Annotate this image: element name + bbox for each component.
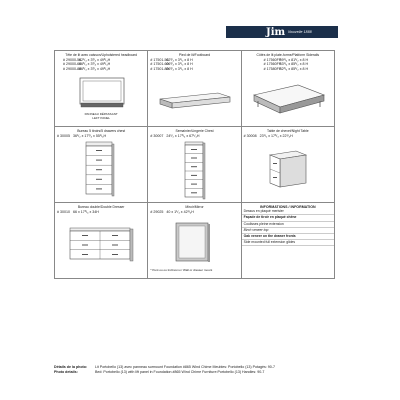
product-row (150, 210, 194, 214)
product-title: Pied de lit/Footboard (178, 53, 211, 57)
product-dims: 62³/₄ x 3¹/₂ x 8 H (166, 58, 193, 62)
product-dims: 40 x 1¹/₄ x 42¹/₄H (166, 210, 194, 214)
product-cell-headboard (55, 51, 148, 127)
product-dims: 23¹/₂ x 17³/₄ x 22¹/₄H (259, 134, 293, 138)
product-dims: 63¹/₄ x 85¹/₂ x 8 H (279, 62, 309, 67)
headboard-drawing (79, 77, 125, 109)
product-code: # 29000-56 (63, 58, 82, 62)
product-cell-nightstand (242, 127, 335, 203)
information-line: Side mounted full extension glides (242, 240, 334, 246)
product-codes (150, 134, 199, 138)
information-line: Oak veneer on the drawer fronts (242, 234, 334, 240)
photo-details-en (54, 370, 275, 375)
information-line: Dessus en plaqué merisier (242, 209, 334, 215)
product-row (264, 67, 308, 71)
product-codes (150, 58, 192, 71)
photo-details-en-text: Bed: Portobello (13) with lift panel in Foundation #865 Wind Chime Furniture:Portobello (13) Handles: 90-7 (95, 370, 265, 374)
brand-tagline: Nouvelle 1888 (288, 30, 312, 34)
product-code: # 30005 (57, 134, 70, 138)
headboard-caption: PANNEAU DÉPASSANT LEFT PANEL (84, 112, 118, 120)
dresser-drawing (69, 227, 135, 263)
product-code: # 17501-56 (150, 58, 169, 62)
product-code: # 17580FF (263, 66, 282, 71)
information-line: Birch veneer top (242, 228, 334, 234)
product-row (150, 134, 199, 138)
product-code: # 29025 (150, 210, 164, 214)
brand-logo (226, 26, 338, 38)
product-codes (57, 210, 99, 214)
product-title: Bureau 5 tiroirs/5 drawers chest (77, 129, 126, 133)
product-title: Tête de lit avec caisson/Upholstered headboard (65, 53, 138, 57)
product-codes (57, 134, 106, 138)
product-dims: 36¹/₂ x 17³/₄ x 55¹/₄H (73, 134, 107, 138)
nightstand-drawing (266, 149, 310, 189)
lingerie-drawing (184, 141, 206, 201)
siderails-drawing (250, 81, 328, 119)
photo-details-fr-label: Détails de la photo: (54, 365, 88, 369)
product-codes (244, 134, 293, 138)
mirror-drawing (174, 221, 212, 265)
product-dims: 86³/₄ x 3¹/₂ x 8 H (166, 66, 193, 71)
product-title: Table de chevet/Night Table (267, 129, 309, 133)
product-code: # 29000-60 (63, 62, 82, 67)
brand-mark: Jim (266, 26, 286, 38)
product-cell-siderails (242, 51, 335, 127)
product-dims: 66 x 17³/₄ x 34H (73, 210, 99, 214)
product-dims: 66³/₄ x 3¹/₂ x 8 H (166, 62, 193, 67)
product-dims: 86³/₄ x 3³/₄ x 49³/₄H (79, 66, 111, 71)
product-dims: 62¹/₄ x 3³/₄ x 49³/₄H (79, 58, 111, 62)
chest-drawing (85, 141, 115, 199)
product-code: # 30008 (243, 134, 257, 138)
product-cell-dresser (55, 203, 148, 279)
product-code: # 17501-80 (150, 66, 169, 71)
product-codes (63, 58, 110, 71)
product-row (150, 67, 192, 71)
product-codes (264, 58, 308, 71)
footboard-drawing (158, 89, 232, 111)
product-title: Semainier/Lingerie Chest (175, 129, 214, 133)
product-row (57, 134, 106, 138)
information-line: Façade de tiroir en plaqué chêne (242, 215, 334, 221)
product-code: # 17501-60 (150, 62, 169, 67)
product-row (57, 210, 99, 214)
information-line: Coulisses pleine extension (242, 222, 334, 228)
product-cell-mirror (148, 203, 241, 279)
information-heading: INFORMATIONS / INFORMATION (260, 205, 316, 209)
product-title: Miroir/Mirror (185, 205, 204, 209)
product-code: # 29000-80 (63, 66, 82, 71)
product-dims: 66³/₄ x 3³/₄ x 49³/₄H (79, 62, 111, 67)
product-row (63, 67, 110, 71)
product-cell-footboard (148, 51, 241, 127)
photo-details (54, 365, 275, 375)
product-code: # 30010 (57, 210, 70, 214)
product-codes (150, 210, 194, 214)
product-title: Côtés de lit plate-forme/Platform Siderails (256, 53, 320, 57)
product-grid (54, 50, 335, 279)
photo-details-fr-text: Lit Portobello (13) avec panneau surmount Foundation #865 Wind Chime Meubles: Portobello (13) Potagès: 90-7 (95, 365, 275, 369)
photo-details-en-label: Photo details: (54, 370, 78, 374)
product-dims: 24¹/₂ x 17³/₄ x 67¹/₄H (166, 134, 200, 138)
product-cell-lingerie (148, 127, 241, 203)
product-code: # 30007 (150, 134, 164, 138)
mirror-caption: * Pent ou ou Inclinomu / Wall or dresser mount (150, 268, 213, 272)
product-row (244, 134, 293, 138)
information-panel (242, 203, 335, 279)
product-dims: 82³/₄ x 85¹/₂ x 8 H (279, 66, 309, 71)
product-dims: 59¹/₄ x 81¹/₂ x 8 H (279, 58, 309, 62)
product-code: # 17560FF (263, 62, 282, 67)
product-title: Bureau double/Double Dresser (77, 205, 125, 209)
product-code: # 17560FF (263, 58, 282, 62)
product-cell-chest (55, 127, 148, 203)
